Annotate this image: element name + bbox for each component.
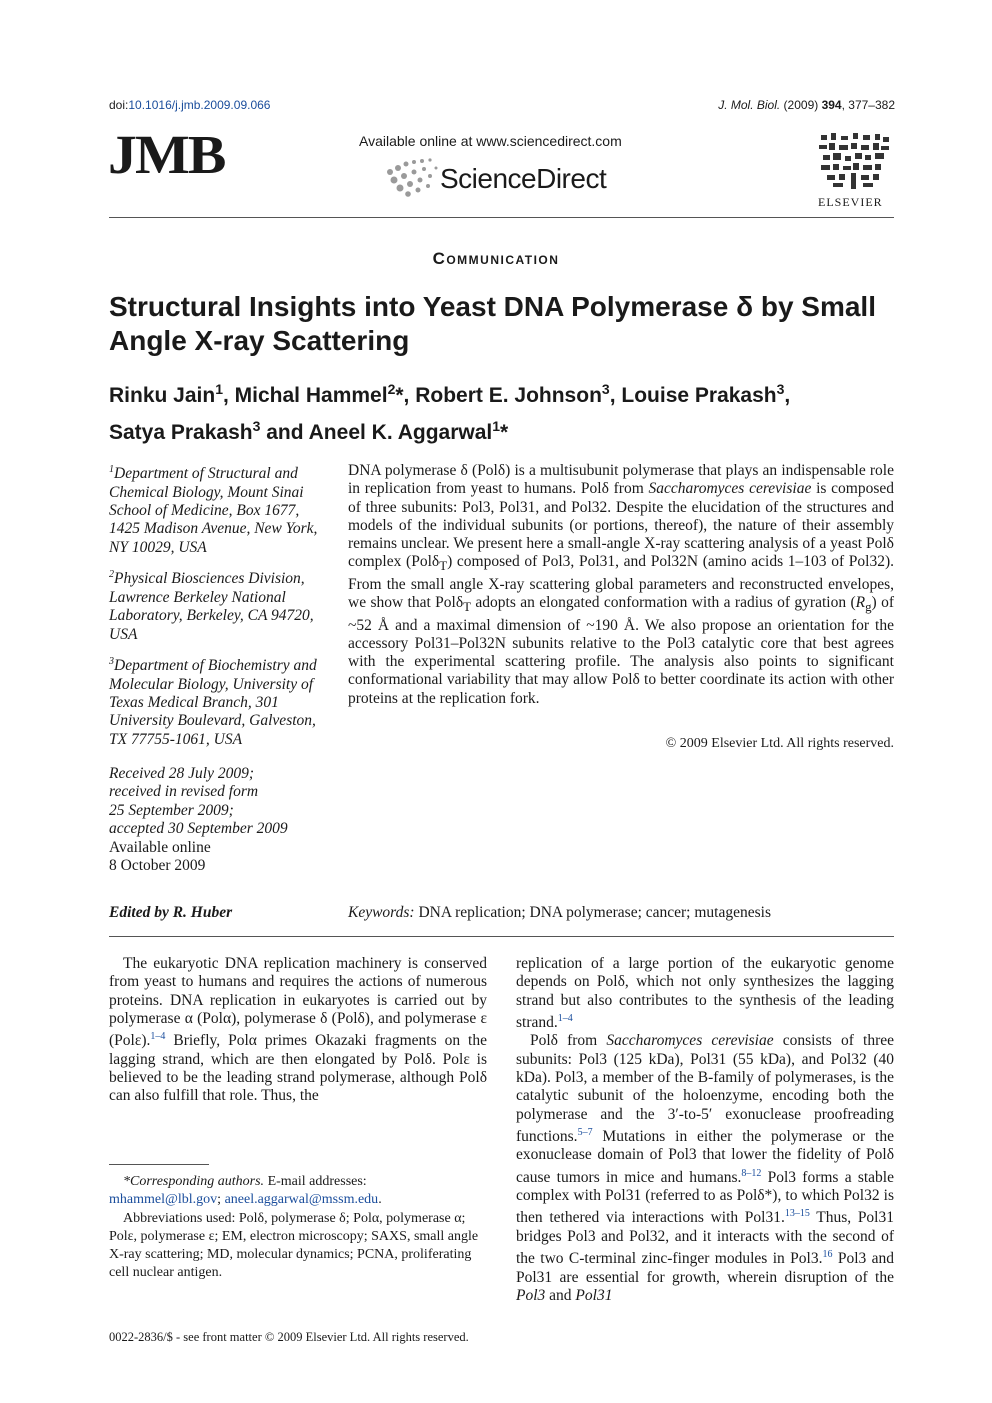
masthead-rule: [109, 217, 894, 218]
article-history: [109, 765, 331, 875]
reference-link[interactable]: 1–4: [557, 1012, 573, 1024]
edited-by: Edited by R. Huber: [109, 904, 233, 921]
front-matter-line: 0022-2836/$ - see front matter © 2009 Elsevier Ltd. All rights reserved.: [109, 1330, 469, 1344]
email-link-hammel[interactable]: mhammel@lbl.gov: [109, 1192, 218, 1208]
keywords-label: Keywords:: [348, 904, 415, 921]
author-affiliation-marker: 1: [492, 418, 501, 434]
body-column-left: [109, 955, 487, 1106]
author-list: [109, 374, 899, 448]
author-separator: ,: [403, 384, 416, 407]
author-affiliation-marker: 3: [601, 381, 610, 397]
abbreviations: Abbreviations used: Polδ, polymerase δ; Polα, polymerase α; Polε, polymerase ε; EM, electron microscopy; SAXS, small angle X-ray scattering; MD, molecular dynamics; PCNA, proliferating cell nuclear antigen.: [109, 1210, 479, 1281]
citation-year: (2009): [783, 98, 819, 112]
affiliation-3-text: Department of Biochemistry and Molecular Biology, University of Texas Medical Branch, 301 University Boulevard, Galveston, TX 77755-1061, USA: [109, 657, 317, 748]
body-p2-and: and: [545, 1286, 576, 1304]
corresponding-star: *: [500, 421, 509, 444]
abstract-part-3: adopts an elongated conformation with a radius of gyration (: [471, 594, 856, 612]
gene-pol31: Pol31: [575, 1286, 613, 1304]
author-name: Louise Prakash: [621, 384, 777, 407]
author-name: Satya Prakash: [109, 421, 253, 444]
affiliation-2-marker: 2: [109, 569, 114, 581]
affiliation-2: [109, 566, 331, 644]
body-column-right: [516, 955, 894, 1305]
publisher-name: ELSEVIER: [818, 195, 883, 209]
author-affiliation-marker: 1: [215, 381, 223, 397]
reference-link[interactable]: 1–4: [150, 1031, 166, 1043]
journal-name: J. Mol. Biol.: [718, 98, 781, 112]
abstract-subscript-t1: T: [439, 558, 448, 574]
reference-link[interactable]: 8–12: [741, 1167, 762, 1179]
corresponding-label: *Corresponding authors.: [123, 1174, 265, 1189]
citation-line: [718, 98, 895, 112]
body-p1-cont-text: replication of a large portion of the eukaryotic genome depends on Polδ, which not only synthesizes the lagging strand but also contributes to the synthesis of the leading strand.: [516, 955, 894, 1032]
gene-pol3: Pol3: [516, 1286, 546, 1304]
doi-prefix: doi:: [109, 98, 129, 112]
journal-logo: JMB: [108, 123, 225, 186]
abstract-text: [348, 462, 894, 708]
body-paragraph-2: [516, 1032, 894, 1305]
body-p2-text-b: consists of three subunits: Pol3 (125 kDa), Pol31 (55 kDa), and Pol32 (40 kDa). Pol3, a member of the B-family of polymerases, is the catalytic subunit of the holoenzyme, encoding both the polymerase and the 3′-to-5′ exonuclease proofreading functions.: [516, 1032, 894, 1145]
author-separator: and: [260, 421, 309, 444]
abstract-part-4: ) of ~52 Å and a maximal dimension of ~190 Å. We also propose an orientation for the accessory Pol31–Pol32N subunits relative to the Pol3 catalytic core that best agrees with the experimental scattering profile. The analysis also points to significant conformational variability that may allow Polδ to better coordinate its action with other proteins at the replication fork.: [348, 594, 894, 707]
abstract-rule: [109, 936, 894, 937]
abstract-rg-subscript: g: [865, 599, 872, 615]
author-separator: ,: [784, 384, 791, 407]
article-title: Structural Insights into Yeast DNA Polymerase δ by Small Angle X-ray Scattering: [109, 291, 876, 356]
body-p1-text-a: The eukaryotic DNA replication machinery is conserved from yeast to humans and requires the actions of numerous proteins. DNA replication in eukaryotes is carried out by polymerase α (Polα), polymerase δ (Polδ), and polymerase ε (Polε).: [109, 955, 487, 1050]
abstract: [348, 462, 894, 708]
abstract-part-2: ) composed of Pol3, Pol31, and Pol32N (amino acids 1–103 of Pol32). From the small angle X-ray scattering global parameters and reconstructed envelopes, we show that Polδ: [348, 553, 895, 612]
available-online-text: Available online at www.sciencedirect.com: [359, 133, 622, 149]
affiliations: [109, 461, 331, 758]
corresponding-authors: [109, 1173, 487, 1210]
online-label: Available online: [109, 838, 211, 856]
keywords-list: DNA replication; DNA polymerase; cancer; mutagenesis: [414, 904, 771, 921]
email-separator: ;: [217, 1192, 225, 1208]
reference-link[interactable]: 5–7: [577, 1126, 593, 1138]
abstract-part-1b: is composed of three subunits: Pol3, Pol31, and Pol32. Despite the elucidation of the structures and models of the individual subunits (or portions, thereof), the nature of their assembly remains unclear. We present here a small-angle X-ray scattering analysis of a yeast Polδ complex (Polδ: [348, 480, 894, 571]
body-p2-text-f: Pol3 and Pol31 are essential for growth, wherein disruption of the: [516, 1250, 895, 1286]
abstract-subscript-t2: T: [463, 599, 472, 615]
affiliation-3: [109, 653, 331, 749]
author-separator: ,: [223, 384, 235, 407]
email-end: .: [378, 1192, 382, 1208]
affiliation-3-marker: 3: [109, 655, 114, 667]
abstract-part-1: DNA polymerase δ (Polδ) is a multisubunit polymerase that plays an indispensable role in replication from yeast to humans. Polδ from: [348, 462, 894, 498]
author-affiliation-marker: 3: [776, 381, 785, 397]
affiliation-2-text: Physical Biosciences Division, Lawrence Berkeley National Laboratory, Berkeley, CA 94720, USA: [109, 570, 314, 643]
author-name: Rinku Jain: [109, 384, 216, 407]
affiliation-1-marker: 1: [109, 464, 114, 475]
footnotes: [109, 1173, 487, 1283]
email-label: E-mail addresses:: [264, 1174, 367, 1189]
footnote-rule: [109, 1164, 209, 1165]
abstract-rg: R: [855, 594, 866, 612]
affiliation-1: [109, 461, 331, 557]
accepted-date: accepted 30 September 2009: [109, 820, 288, 838]
doi-link[interactable]: 10.1016/j.jmb.2009.09.066: [128, 98, 271, 112]
corresponding-star: *: [395, 384, 404, 407]
revised-date: 25 September 2009;: [109, 801, 234, 819]
sciencedirect-wordmark: ScienceDirect: [440, 163, 607, 194]
online-date: 8 October 2009: [109, 857, 206, 875]
body-paragraph-1-cont: [516, 955, 894, 1032]
body-p2-species: Saccharomyces cerevisiae: [606, 1032, 774, 1050]
author-affiliation-marker: 2: [387, 381, 396, 397]
abstract-copyright: © 2009 Elsevier Ltd. All rights reserved.: [665, 736, 894, 751]
body-paragraph-1: [109, 955, 487, 1106]
revised-label: received in revised form: [109, 783, 259, 801]
doi-line: [109, 98, 270, 112]
author-name: Michal Hammel: [234, 384, 388, 407]
received-date: Received 28 July 2009;: [109, 765, 255, 782]
body-p2-text-d: Pol3 forms a stable complex with Pol31 (referred to as Polδ*), to which Pol32 is then tethered via interactions with Pol31.: [516, 1168, 894, 1227]
article-section: Communication: [432, 249, 560, 268]
affiliation-1-text: Department of Structural and Chemical Biology, Mount Sinai School of Medicine, Box 1677, 1425 Madison Avenue, New York, NY 10029, USA: [109, 465, 318, 556]
reference-link[interactable]: 16: [822, 1249, 833, 1261]
body-p1-text-b: Briefly, Polα primes Okazaki fragments on the lagging strand, which are then elongated by Polδ. Polε is believed to be the leading strand polymerase, although Polδ can also fulfill that role. Thus, the: [109, 1032, 487, 1105]
author-affiliation-marker: 3: [252, 418, 261, 434]
body-p2-text-a: Polδ from: [530, 1032, 607, 1050]
author-name: Aneel K. Aggarwal: [308, 421, 493, 444]
abstract-species: Saccharomyces cerevisiae: [648, 480, 812, 498]
body-p2-text-e: Thus, Pol31 bridges Pol3 and Pol32, and it interacts with the second of the two C-terminal zinc-finger modules in Pol3.: [516, 1209, 894, 1268]
keywords: [348, 904, 771, 922]
email-link-aggarwal[interactable]: aneel.aggarwal@mssm.edu: [224, 1192, 379, 1208]
author-separator: ,: [609, 384, 622, 407]
citation-pages: , 377–382: [841, 98, 895, 112]
author-name: Robert E. Johnson: [415, 384, 602, 407]
body-p2-text-c: Mutations in either the polymerase or the exonuclease domain of Pol3 that lower the fidelity of Polδ cause tumors in mice and humans.: [516, 1127, 894, 1186]
reference-link[interactable]: 13–15: [784, 1208, 810, 1220]
citation-volume: 394: [821, 98, 842, 112]
